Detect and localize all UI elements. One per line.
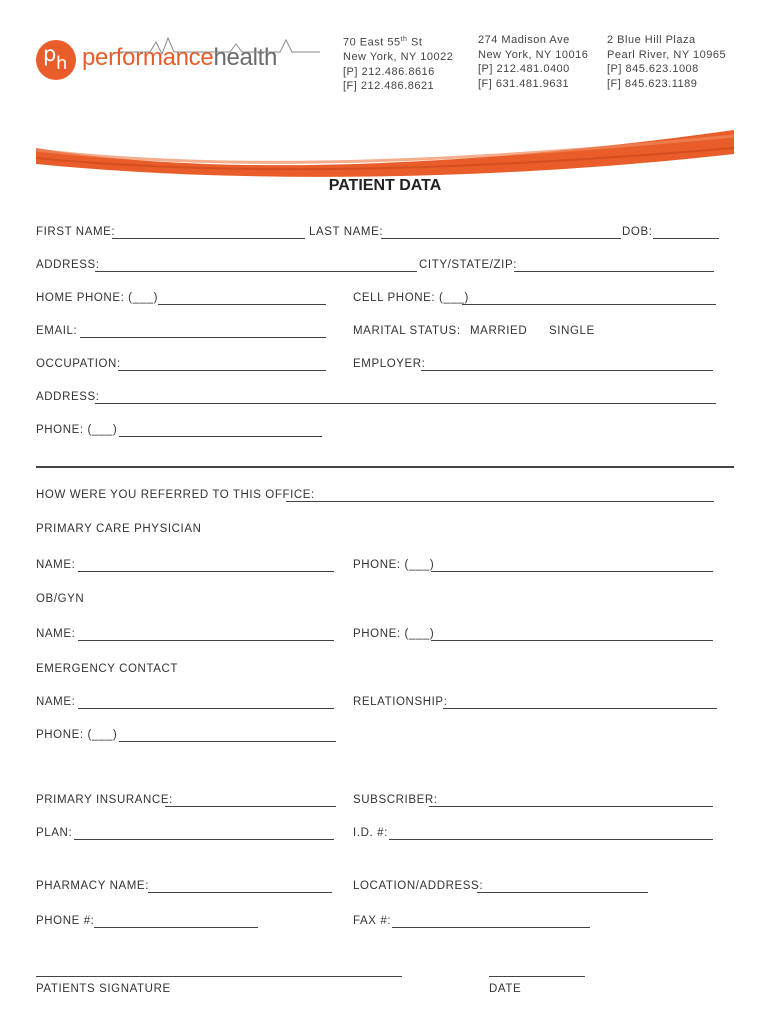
location-2-city: New York, NY 10016 xyxy=(478,48,589,61)
address-field[interactable] xyxy=(95,271,417,272)
id-number-field[interactable] xyxy=(389,839,713,840)
location-2-phone: [P] 212.481.0400 xyxy=(478,63,570,75)
pcp-heading: PRIMARY CARE PHYSICIAN xyxy=(36,523,202,535)
emergency-name-field[interactable] xyxy=(78,708,334,709)
primary-insurance-field[interactable] xyxy=(165,806,336,807)
location-address-label: LOCATION/ADDRESS: xyxy=(353,880,484,892)
primary-insurance-label: PRIMARY INSURANCE: xyxy=(36,794,173,806)
relationship-field[interactable] xyxy=(443,708,717,709)
date-field[interactable] xyxy=(489,976,585,977)
home-phone-label: HOME PHONE: (___) xyxy=(36,292,159,304)
location-1-street: 70 East 55th St xyxy=(343,36,423,49)
pharmacy-phone-field[interactable] xyxy=(94,927,258,928)
employer-label: EMPLOYER: xyxy=(353,358,426,370)
subscriber-label: SUBSCRIBER: xyxy=(353,794,438,806)
logo-mark xyxy=(36,40,76,80)
plan-field[interactable] xyxy=(74,839,334,840)
occupation-field[interactable] xyxy=(118,370,326,371)
location-1-city: New York, NY 10022 xyxy=(343,51,454,64)
subscriber-field[interactable] xyxy=(429,806,713,807)
email-field[interactable] xyxy=(80,337,326,338)
first-name-field[interactable] xyxy=(112,238,305,239)
date-label: DATE xyxy=(489,983,522,995)
logo-letter-p: p xyxy=(43,42,57,66)
location-3-city: Pearl River, NY 10965 xyxy=(607,48,727,61)
emergency-name-label: NAME: xyxy=(36,696,76,708)
dob-label: DOB: xyxy=(622,226,653,238)
pcp-name-label: NAME: xyxy=(36,559,76,571)
location-2-fax: [F] 631.481.9631 xyxy=(478,77,570,90)
emergency-phone-label: PHONE: (___) xyxy=(36,729,118,741)
location-1-fax: [F] 212.486.8621 xyxy=(343,80,435,93)
obgyn-heading: OB/GYN xyxy=(36,593,85,605)
location-3-street: 2 Blue Hill Plaza xyxy=(607,34,696,46)
last-name-label: LAST NAME: xyxy=(309,226,384,238)
location-3-fax: [F] 845.623.1189 xyxy=(607,77,698,90)
home-phone-field[interactable] xyxy=(158,304,326,305)
city-state-zip-label: CITY/STATE/ZIP: xyxy=(419,259,518,271)
cell-phone-field[interactable] xyxy=(462,304,716,305)
cell-phone-label: CELL PHONE: (___) xyxy=(353,292,469,304)
logo-word-performance: performance xyxy=(82,44,214,71)
first-name-label: FIRST NAME: xyxy=(36,226,116,238)
dob-field[interactable] xyxy=(653,238,719,239)
location-address-field[interactable] xyxy=(477,892,648,893)
emergency-heading: EMERGENCY CONTACT xyxy=(36,663,179,675)
location-2-street: 274 Madison Ave xyxy=(478,34,570,46)
address-label: ADDRESS: xyxy=(36,259,100,271)
signature-field[interactable] xyxy=(36,976,402,977)
married-option[interactable]: MARRIED xyxy=(470,325,528,337)
id-number-label: I.D. #: xyxy=(353,827,388,839)
obgyn-phone-label: PHONE: (___) xyxy=(353,628,435,640)
last-name-field[interactable] xyxy=(381,238,621,239)
section-divider xyxy=(36,466,734,468)
obgyn-name-field[interactable] xyxy=(78,640,334,641)
pharmacy-name-label: PHARMACY NAME: xyxy=(36,880,149,892)
location-1-phone: [P] 212.486.8616 xyxy=(343,65,435,78)
pcp-phone-field[interactable] xyxy=(431,571,713,572)
employer-field[interactable] xyxy=(421,370,713,371)
fax-label: FAX #: xyxy=(353,915,392,927)
employer-address-label: ADDRESS: xyxy=(36,391,100,403)
city-state-zip-field[interactable] xyxy=(514,271,714,272)
fax-field[interactable] xyxy=(392,927,590,928)
occupation-label: OCCUPATION: xyxy=(36,358,121,370)
logo-letter-h: h xyxy=(56,53,68,74)
single-option[interactable]: SINGLE xyxy=(549,325,595,337)
obgyn-name-label: NAME: xyxy=(36,628,76,640)
pcp-name-field[interactable] xyxy=(78,571,334,572)
marital-status-label: MARITAL STATUS: xyxy=(353,325,461,337)
pharmacy-name-field[interactable] xyxy=(148,892,332,893)
employer-phone-field[interactable] xyxy=(119,436,322,437)
emergency-phone-field[interactable] xyxy=(119,741,336,742)
plan-label: PLAN: xyxy=(36,827,73,839)
referred-label: HOW WERE YOU REFERRED TO THIS OFFICE: xyxy=(36,489,315,501)
logo-word-health: health xyxy=(213,44,278,71)
pcp-phone-label: PHONE: (___) xyxy=(353,559,435,571)
employer-address-field[interactable] xyxy=(95,403,716,404)
header-swoosh xyxy=(0,120,770,180)
employer-phone-label: PHONE: (___) xyxy=(36,424,118,436)
page-title: PATIENT DATA xyxy=(328,177,442,194)
relationship-label: RELATIONSHIP: xyxy=(353,696,448,708)
location-2 xyxy=(478,33,588,91)
location-3-phone: [P] 845.623.1008 xyxy=(607,63,699,75)
email-label: EMAIL: xyxy=(36,325,78,337)
pharmacy-phone-label: PHONE #: xyxy=(36,915,95,927)
obgyn-phone-field[interactable] xyxy=(431,640,713,641)
signature-label: PATIENTS SIGNATURE xyxy=(36,983,171,995)
location-1 xyxy=(343,33,453,94)
location-3 xyxy=(607,33,726,91)
referred-field[interactable] xyxy=(286,501,714,502)
heartbeat-icon xyxy=(120,36,320,56)
